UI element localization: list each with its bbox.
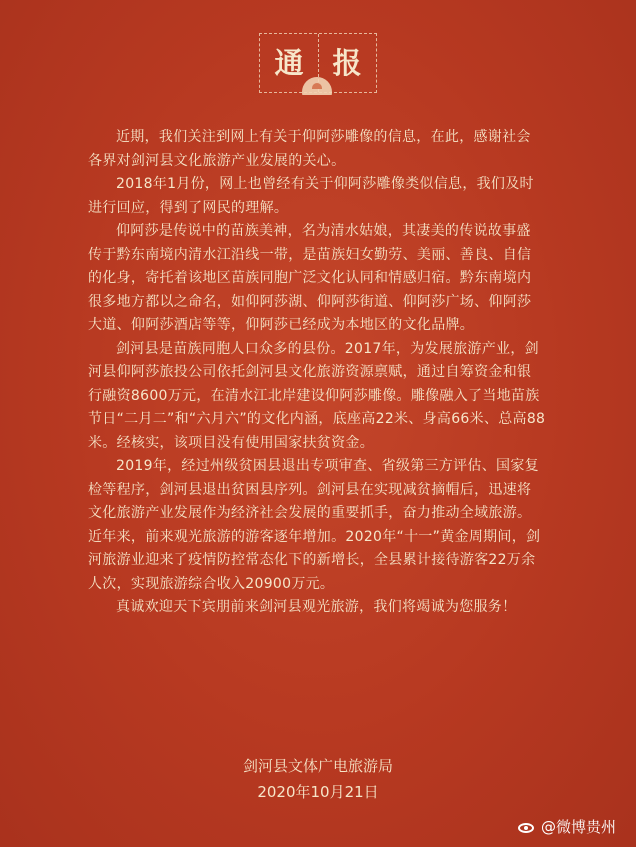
- paragraph-5: 2019年，经过州级贫困县退出专项审查、省级第三方评估、国家复 检等程序，剑河县退出贫困县序列。剑河县在实现减贫摘帽后，迅速将 文化旅游产业发展作为经济社会发展的重要抓手，奋力推动全域旅游。 近年来，前来观光旅游的游客逐年增加。2020年“十一”黄金周期间，剑 河旅游业迎来了疫情防控常态化下的新增长，全县累计接待游客22万余 人次，实现旅游综合收入20900万元。: [88, 458, 541, 592]
- signature-date: 2020年10月21日: [257, 783, 379, 801]
- paragraph-6: 真诚欢迎天下宾朋前来剑河县观光旅游，我们将竭诚为您服务！: [116, 599, 517, 615]
- paragraph-3: 仰阿莎是传说中的苗族美神，名为清水姑娘，其凄美的传说故事盛 传于黔东南境内清水江沿线一带，是苗族妇女勤劳、美丽、善良、自信 的化身，寄托着该地区苗族同胞广泛文化认同和情感归宿。黔东南境内 很多地方都以之命名，如仰阿莎湖、仰阿莎街道、仰阿莎广场、仰阿莎 大道、仰阿莎酒店等等，仰阿莎已经成为本地区的文化品牌。: [88, 223, 532, 333]
- sunrise-ornament-icon: [298, 75, 336, 95]
- notice-body: [88, 126, 564, 620]
- paragraph-2: 2018年1月份，网上也曾经有关于仰阿莎雕像类似信息，我们及时 进行回应，得到了网民的理解。: [88, 176, 534, 216]
- signature-organization: 剑河县文体广电旅游局: [242, 757, 393, 775]
- weibo-icon: [518, 820, 538, 834]
- title-char-1: 通: [274, 46, 304, 80]
- paragraph-4: 剑河县是苗族同胞人口众多的县份。2017年，为发展旅游产业，剑 河县仰阿莎旅投公司依托剑河县文化旅游资源禀赋，通过自筹资金和银 行融资8600万元，在清水江北岸建设仰阿莎雕像。雕像融入了当地苗族 节日“二月二”和“六月六”的文化内涵，底座高22米、身高66米、总高88 米。经核实，该项目没有使用国家扶贫资金。: [88, 340, 546, 451]
- watermark-text: @微博贵州: [541, 818, 617, 836]
- title-char-2: 报: [332, 46, 362, 80]
- weibo-watermark: [518, 816, 616, 837]
- paragraph-1: 近期，我们关注到网上有关于仰阿莎雕像的信息，在此，感谢社会 各界对剑河县文化旅游产业发展的关心。: [88, 129, 531, 169]
